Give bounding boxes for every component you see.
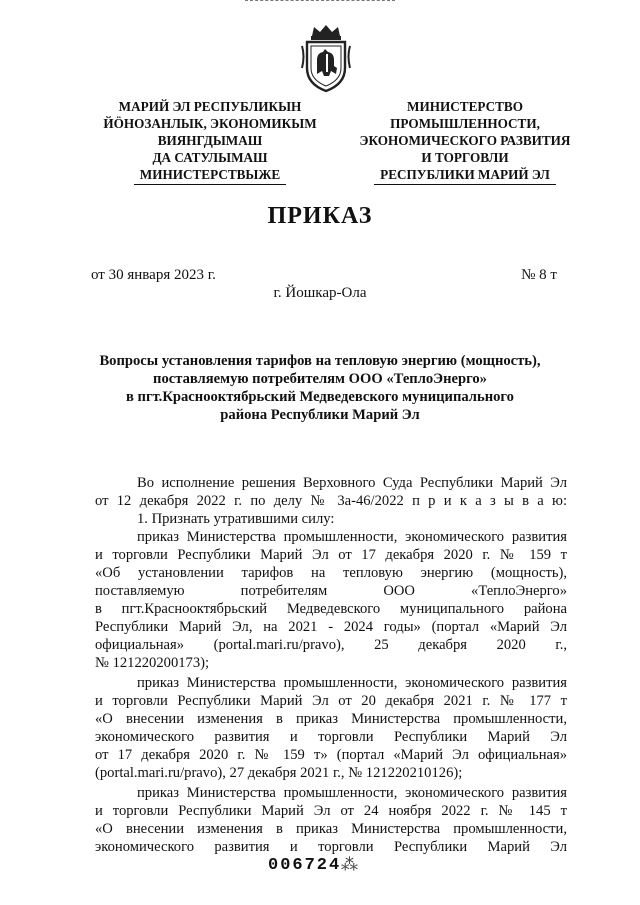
- body-line: «О внесении изменения в приказ Министерства промышленности,: [95, 821, 567, 837]
- body-line: Во исполнение решения Верховного Суда Республики Марий Эл: [137, 475, 567, 491]
- body-line: поставляемую потребителям ООО «ТеплоЭнерго»: [95, 583, 567, 599]
- form-serial-number: 006724: [268, 856, 342, 875]
- header-right-line: РЕСПУБЛИКИ МАРИЙ ЭЛ: [374, 166, 556, 185]
- subject-line: поставляемую потребителям ООО «ТеплоЭнерго»: [153, 371, 487, 387]
- body-line: в пгт.Краснооктябрьский Медведевского муниципального района: [95, 601, 567, 617]
- subject-line: Вопросы установления тарифов на тепловую энергию (мощность),: [99, 353, 541, 369]
- header-mari-name: [90, 98, 330, 185]
- header-left-line: ЙÖНОЗАНЛЫК, ЭКОНОМИКЫМ: [103, 116, 317, 131]
- header-left-line: МАРИЙ ЭЛ РЕСПУБЛИКЫН: [118, 99, 302, 114]
- body-line: экономического развития и торговли Республики Марий Эл: [95, 729, 567, 745]
- body-line: приказ Министерства промышленности, экономического развития: [137, 785, 567, 801]
- body-line: и торговли Республики Марий Эл от 24 ноября 2022 г. № 145 т: [95, 803, 567, 819]
- header-right-line: И ТОРГОВЛИ: [421, 150, 509, 165]
- body-line: «Об установлении тарифов на тепловую энергию (мощность),: [95, 565, 567, 581]
- body-line: и торговли Республики Марий Эл от 17 декабря 2020 г. № 159 т: [95, 547, 567, 563]
- header-right-line: ПРОМЫШЛЕННОСТИ,: [390, 116, 540, 131]
- top-scan-line: [245, 0, 395, 3]
- document-subject: [60, 352, 580, 424]
- header-left-line: ДА САТУЛЫМАШ: [152, 150, 268, 165]
- body-line: экономического развития и торговли Республики Марий Эл: [95, 839, 567, 855]
- body-line: № 121220200173);: [95, 655, 210, 671]
- header-left-line: МИНИСТЕРСТВЫЖЕ: [134, 166, 286, 185]
- body-line: (portal.mari.ru/pravo), 27 декабря 2021 г., № 121220210126);: [95, 765, 463, 781]
- header-left-line: ВИЯНГДЫМАШ: [157, 133, 263, 148]
- document-title: ПРИКАЗ: [267, 203, 373, 229]
- body-line: 1. Признать утратившими силу:: [137, 511, 335, 527]
- header-right-line: МИНИСТЕРСТВО: [407, 99, 523, 114]
- body-line: «О внесении изменения в приказ Министерства промышленности,: [95, 711, 567, 727]
- asterism-mark: ⁂: [341, 855, 358, 874]
- document-number: № 8 т: [521, 267, 557, 283]
- body-line: Республики Марий Эл, на 2021 - 2024 годы» (портал «Марий Эл: [95, 619, 567, 635]
- body-line: и торговли Республики Марий Эл от 20 декабря 2021 г. № 177 т: [95, 693, 567, 709]
- subject-line: района Республики Марий Эл: [220, 407, 420, 423]
- header-russian-name: [335, 98, 595, 185]
- header-right-line: ЭКОНОМИЧЕСКОГО РАЗВИТИЯ: [359, 133, 571, 148]
- document-city: г. Йошкар-Ола: [273, 285, 367, 301]
- body-line: приказ Министерства промышленности, экономического развития: [137, 529, 567, 545]
- document-date: от 30 января 2023 г.: [91, 267, 216, 283]
- document-body: [95, 474, 567, 856]
- body-line: приказ Министерства промышленности, экономического развития: [137, 675, 567, 691]
- body-line: официальная» (portal.mari.ru/pravo), 25 декабря 2020 г.,: [95, 637, 567, 653]
- coat-of-arms-icon: [300, 24, 352, 94]
- body-line: от 12 декабря 2022 г. по делу № 3а-46/2022 п р и к а з ы в а ю:: [95, 493, 567, 509]
- body-line: от 17 декабря 2020 г. № 159 т» (портал «Марий Эл официальная»: [95, 747, 567, 763]
- subject-line: в пгт.Краснооктябрьский Медведевского муниципального: [126, 389, 514, 405]
